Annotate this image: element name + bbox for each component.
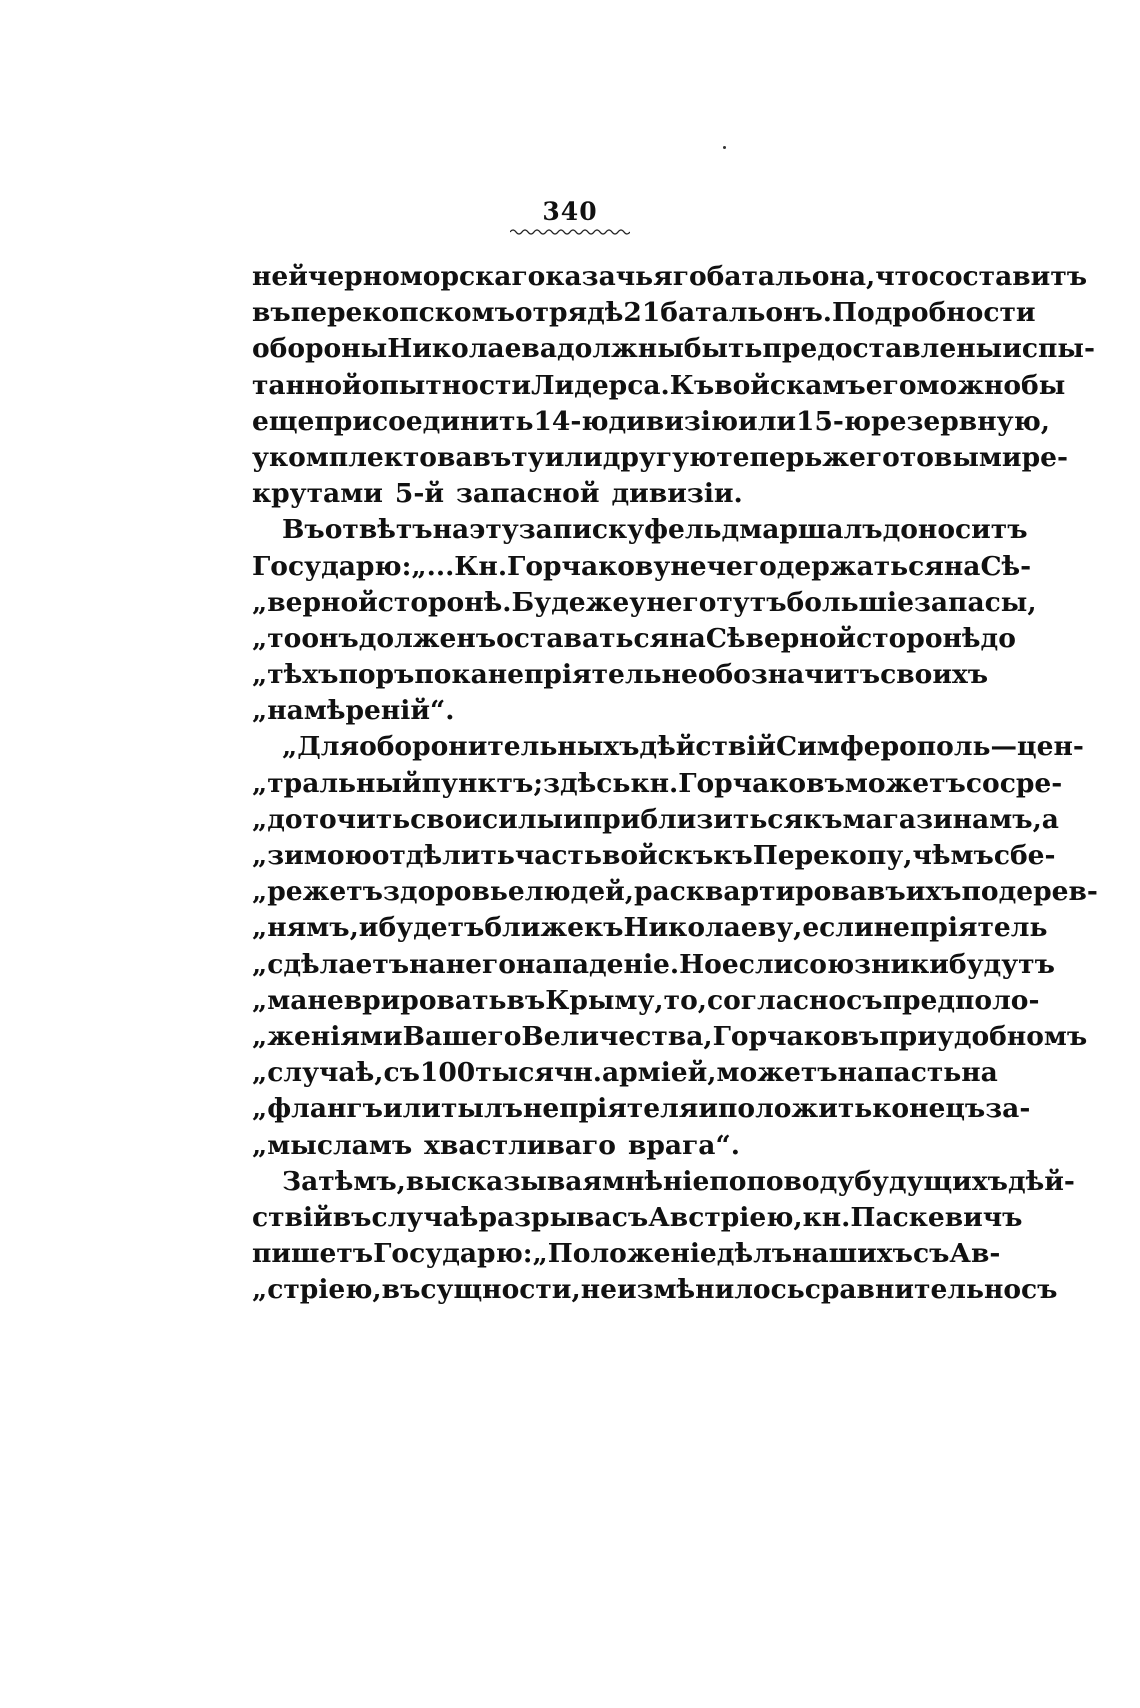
text-word: кн. (802, 1201, 851, 1233)
page-header (0, 198, 1140, 237)
text-word: при (879, 1020, 937, 1052)
text-line (252, 549, 1032, 585)
text-word: 100 (419, 1057, 476, 1089)
text-word: что (875, 261, 929, 292)
text-word: оставаться (496, 622, 670, 654)
text-word: съ (912, 1238, 950, 1270)
text-word: Симферополь—цен- (776, 731, 1084, 763)
text-word: 5-й (394, 478, 444, 510)
text-word: записку (518, 514, 645, 546)
text-word: обороны (252, 333, 388, 365)
text-word: „зимою (252, 840, 372, 871)
text-word: Перекопу, (752, 840, 913, 871)
text-word: него (445, 948, 516, 980)
text-word: Паскевичъ (850, 1201, 1023, 1233)
text-word: Горчакову (507, 550, 671, 582)
text-word: оборонительныхъ (359, 731, 640, 763)
text-line (252, 729, 1084, 765)
text-word: арміей, (601, 1057, 717, 1089)
text-line (252, 1164, 1075, 1200)
text-line (252, 404, 1050, 440)
text-word: дѣйствій (639, 731, 777, 763)
text-word: ней (252, 261, 308, 292)
text-word: у (629, 586, 647, 618)
wavy-rule-ornament (510, 227, 630, 237)
text-word: другую (602, 441, 717, 473)
text-word: къ (584, 912, 624, 944)
text-word: къ (803, 803, 843, 835)
text-word: къ (713, 840, 753, 871)
text-word: Сѣверной (705, 622, 857, 654)
text-line (252, 295, 1036, 331)
text-word: если (721, 948, 794, 980)
text-word: союзники (793, 948, 949, 980)
text-word: „то (252, 622, 302, 654)
text-word: держаться (776, 550, 944, 582)
text-word: расквартировавъ (633, 876, 906, 908)
text-word: долженъ (358, 622, 497, 654)
text-word: сосре- (965, 767, 1063, 799)
text-line (252, 947, 1055, 983)
text-word: ствій (252, 1201, 333, 1233)
text-word: „верной (252, 586, 378, 618)
text-word: „Положеніе (532, 1238, 717, 1270)
text-word: Затѣмъ, (282, 1165, 406, 1197)
text-word: не (580, 1274, 617, 1306)
text-word: составитъ (928, 261, 1088, 292)
text-word: „нямъ, (252, 912, 359, 944)
text-line (252, 838, 1056, 874)
text-word: войскъ (601, 840, 714, 871)
text-word: отдѣлить (371, 840, 515, 871)
text-word: людей, (524, 876, 634, 908)
text-word: и (698, 1093, 718, 1125)
text-word: мнѣніе (601, 1165, 710, 1197)
body-text (252, 259, 1098, 1308)
text-word: или (382, 1093, 441, 1125)
text-word: присоединить (314, 405, 534, 437)
text-word: 14-ю (533, 405, 609, 437)
text-word: фельдмаршалъ (644, 514, 883, 546)
text-word: опытности (361, 369, 532, 401)
text-word: хвастливаго (424, 1129, 616, 1161)
text-word: „случаѣ, (252, 1057, 384, 1089)
text-word: сбе- (993, 840, 1056, 871)
text-word: дивизію (608, 405, 739, 437)
text-line (252, 1236, 1001, 1272)
text-word: „доточить (252, 803, 411, 835)
text-word: запасной (456, 478, 600, 510)
text-word: эту (469, 514, 519, 546)
text-word: 15-ю (796, 405, 872, 437)
text-word: Къ (669, 369, 715, 401)
text-line (252, 368, 1066, 404)
text-line (252, 259, 1088, 295)
text-word: чѣмъ (912, 840, 994, 871)
text-word: Государю: (252, 550, 412, 582)
text-word: удобномъ (936, 1020, 1088, 1052)
text-line (252, 1019, 1088, 1055)
text-word: въ (506, 984, 546, 1016)
text-line (252, 802, 1059, 838)
text-word: нечего (670, 550, 777, 582)
text-word: его (865, 369, 917, 401)
text-line (252, 874, 1098, 910)
text-line (252, 693, 892, 729)
text-line (252, 1091, 1031, 1127)
text-word: „режетъ (252, 876, 383, 908)
text-word: крутами (252, 478, 383, 510)
text-word: большіе (786, 586, 914, 618)
text-word: нападеніе. (515, 948, 680, 980)
text-word: на (961, 1057, 998, 1089)
text-word: Австріею, (648, 1201, 803, 1233)
text-word: него (646, 586, 717, 618)
text-word: „флангъ (252, 1093, 383, 1125)
text-word: съ (611, 1201, 649, 1233)
text-word: до (980, 622, 1016, 654)
text-word: пока (414, 659, 488, 691)
text-line (252, 910, 1048, 946)
text-word: испы- (1002, 333, 1095, 365)
text-word: непріятель (487, 659, 662, 691)
text-word: то, (663, 984, 707, 1016)
text-word: „женіями (252, 1020, 403, 1052)
text-line (252, 1272, 1058, 1308)
text-word: силы (482, 803, 564, 835)
text-word: напасть (837, 1057, 962, 1089)
text-word: съ (846, 984, 883, 1016)
text-word: въ (252, 297, 291, 329)
text-word: дерев- (998, 876, 1098, 908)
text-word: можетъ (844, 767, 966, 799)
text-word: магазинамъ, (842, 803, 1042, 835)
text-word: Николаеву, (623, 912, 803, 944)
text-word: Буде (511, 586, 586, 618)
text-word: Сѣ- (980, 550, 1032, 582)
text-word: можетъ (716, 1057, 838, 1089)
text-word: по (961, 876, 999, 908)
text-word: своихъ (880, 659, 989, 691)
text-word: онъ (301, 622, 359, 654)
text-word: тылъ (440, 1093, 523, 1125)
text-word: сущности, (420, 1274, 581, 1306)
text-word: дивизіи. (611, 478, 743, 510)
text-word: Горчаковъ (712, 1020, 880, 1052)
text-word: и (358, 912, 379, 944)
text-word: „намѣреній“. (252, 695, 455, 727)
text-line (252, 476, 892, 512)
text-word: укомплектовавъ (252, 441, 512, 473)
text-word: нашихъ (792, 1238, 913, 1270)
text-word: измѣнилось (616, 1274, 805, 1306)
text-word: отвѣтъ (324, 514, 433, 546)
text-word: на (432, 514, 470, 546)
text-word: „мысламъ (252, 1129, 413, 1161)
text-word: здѣсь (543, 767, 631, 799)
text-word: часть (514, 840, 602, 871)
text-word: положить (718, 1093, 873, 1125)
text-line (252, 766, 1063, 802)
text-word: врага“. (627, 1129, 740, 1161)
text-word: пишетъ (252, 1238, 374, 1270)
text-word: черноморскаго (307, 261, 546, 292)
text-word: сторонѣ. (377, 586, 512, 618)
text-word: Николаева (387, 333, 558, 365)
text-word: еще (252, 405, 315, 437)
text-word: Крыму, (545, 984, 664, 1016)
text-word: батальона, (706, 261, 876, 292)
text-word: „тральный (252, 767, 422, 799)
text-word: батальонъ. (660, 297, 833, 329)
text-line (252, 331, 1095, 367)
text-word: ре- (1021, 441, 1068, 473)
text-word: „маневрировать (252, 984, 507, 1016)
text-word: Горчаковъ (678, 767, 845, 799)
text-word: запасы, (913, 586, 1037, 618)
text-word: Ав- (949, 1238, 1001, 1270)
text-word: „...Кн. (411, 550, 508, 582)
text-line (252, 1200, 1023, 1236)
text-word: будетъ (378, 912, 485, 944)
text-word: „стріею, (252, 1274, 382, 1306)
text-word: поводу (746, 1165, 855, 1197)
text-word: на (943, 550, 981, 582)
text-word: конецъ (872, 1093, 986, 1125)
text-word: доноситъ (882, 514, 1028, 546)
text-word: же (585, 586, 630, 618)
text-word: же (822, 441, 866, 473)
text-word: дѣй- (1007, 1165, 1075, 1197)
text-word: войскамъ (714, 369, 866, 401)
text-word: приблизиться (582, 803, 804, 835)
text-word: Государю: (373, 1238, 533, 1270)
text-word: быть (683, 333, 763, 365)
text-word: или (738, 405, 797, 437)
text-word: Лидерса. (531, 369, 670, 401)
text-word: „сдѣлаетъ (252, 948, 410, 980)
text-word: не (661, 659, 698, 691)
text-word: Вашего (402, 1020, 522, 1052)
text-word: должны (557, 333, 684, 365)
text-word: Но (679, 948, 722, 980)
text-word: ихъ (905, 876, 962, 908)
text-word: Величества, (521, 1020, 713, 1052)
text-word: разрыва (478, 1201, 612, 1233)
text-word: кн. (630, 767, 679, 799)
scan-speck (723, 146, 726, 149)
text-word: будутъ (948, 948, 1055, 980)
text-word: перекопскомъ (290, 297, 515, 329)
text-word: сторонѣ (856, 622, 981, 654)
text-word: отрядѣ (514, 297, 624, 329)
text-word: резервную, (871, 405, 1050, 437)
text-word: „тѣхъ (252, 659, 339, 691)
text-word: „Для (282, 731, 360, 763)
text-word: тутъ (716, 586, 787, 618)
text-word: за- (985, 1093, 1031, 1125)
text-word: бы (1021, 369, 1066, 401)
text-line (252, 657, 989, 693)
text-word: дѣлъ (716, 1238, 793, 1270)
text-word: пунктъ; (421, 767, 544, 799)
text-word: съ (383, 1057, 420, 1089)
text-word: если (802, 912, 874, 944)
text-word: и (563, 803, 583, 835)
text-word: согласно (706, 984, 847, 1016)
text-word: ближе (484, 912, 585, 944)
text-line (252, 983, 1040, 1019)
text-word: Въ (282, 514, 325, 546)
text-word: готовыми (865, 441, 1022, 473)
text-word: предполо- (882, 984, 1040, 1016)
text-line (252, 621, 1016, 657)
text-word: здоровье (383, 876, 525, 908)
text-line (252, 585, 1037, 621)
text-word: непріятеля (522, 1093, 699, 1125)
text-line (252, 1128, 892, 1164)
text-word: съ (1021, 1274, 1058, 1306)
text-word: или (544, 441, 603, 473)
text-word: обозначитъ (697, 659, 881, 691)
text-word: предоставлены (762, 333, 1003, 365)
text-word: казачьяго (545, 261, 707, 292)
text-word: высказывая (405, 1165, 602, 1197)
text-word: свои (410, 803, 483, 835)
text-word: въ (332, 1201, 372, 1233)
text-word: теперь (716, 441, 823, 473)
text-line (252, 440, 1068, 476)
text-word: можно (916, 369, 1022, 401)
text-word: непріятель (873, 912, 1048, 944)
text-word: въ (381, 1274, 421, 1306)
text-word: сравнительно (804, 1274, 1022, 1306)
text-line (252, 1055, 998, 1091)
text-word: танной (252, 369, 362, 401)
text-word: случаѣ (371, 1201, 479, 1233)
text-line (252, 512, 1028, 548)
text-word: по (709, 1165, 747, 1197)
page-number: 340 (542, 197, 598, 226)
text-word: на (669, 622, 706, 654)
text-word: будущихъ (854, 1165, 1008, 1197)
text-word: 21 (623, 297, 661, 329)
text-word: тысячн. (475, 1057, 602, 1089)
text-word: ту (511, 441, 545, 473)
text-word: на (409, 948, 446, 980)
text-word: Подробности (832, 297, 1036, 329)
text-word: поръ (338, 659, 415, 691)
text-word: а (1041, 803, 1059, 835)
